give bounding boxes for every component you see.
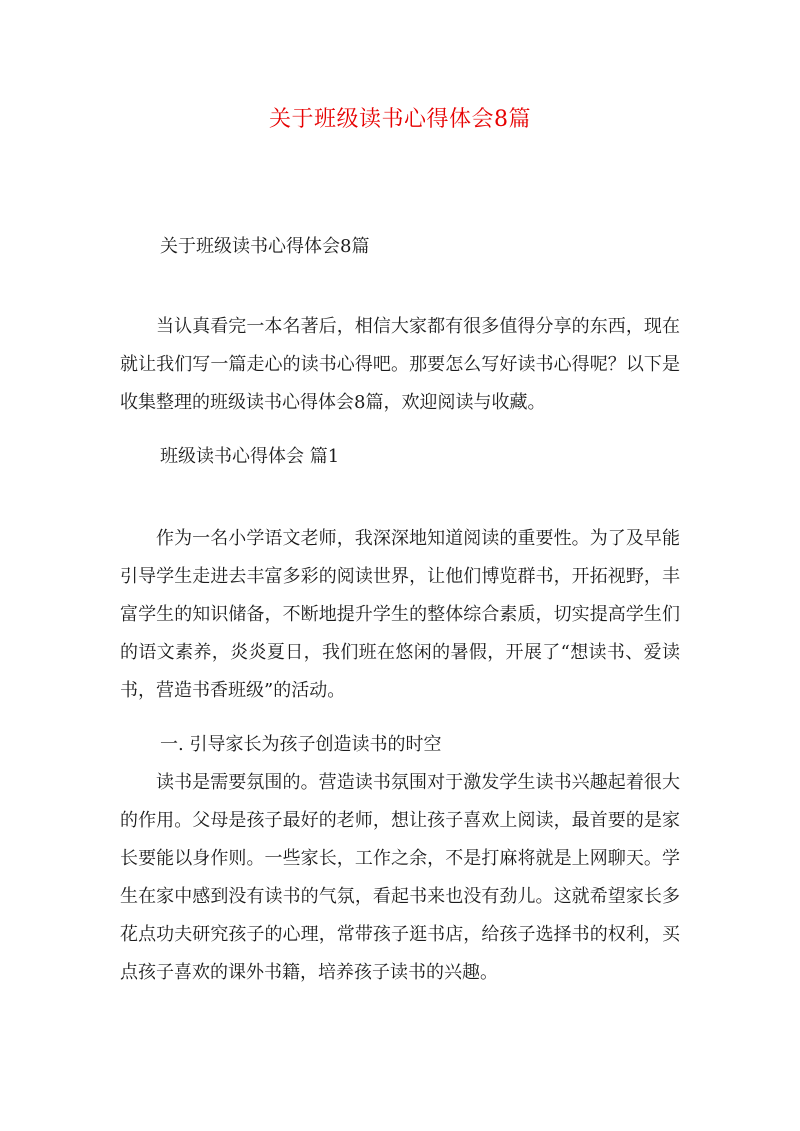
document-subtitle: 关于班级读书心得体会8篇 [160,236,370,257]
body-paragraph: 读书是需要氛围的。营造读书氛围对于激发学生读书兴趣起着很大的作用。父母是孩子最好的老师，想让孩子喜欢上阅读，最首要的是家长要能以身作则。一些家长，工作之余，不是打麻将就是上网聊天。学生在家中感到没有读书的气氛，看起书来也没有劲儿。这就希望家长多花点功夫研究孩子的心理，常带孩子逛书店，给孩子选择书的权利，买点孩子喜欢的课外书籍，培养孩子读书的兴趣。 [120,772,680,983]
section-title: 班级读书心得体会 篇1 [160,446,340,467]
subsection-heading: 一. 引导家长为孩子创造读书的时空 [160,734,442,755]
body-paragraph: 作为一名小学语文老师，我深深地知道阅读的重要性。为了及早能引导学生走进去丰富多彩的阅读世界，让他们博览群书，开拓视野，丰富学生的知识储备，不断地提升学生的整体综合素质，切实提高学生们的语文素养，炎炎夏日，我们班在悠闲的暑假，开展了“想读书、爱读书，营造书香班级”的活动。 [120,528,680,701]
document-title: 关于班级读书心得体会8篇 [269,107,531,132]
intro-paragraph: 当认真看完一本名著后，相信大家都有很多值得分享的东西，现在就让我们写一篇走心的读书心得吧。那要怎么写好读书心得呢？以下是收集整理的班级读书心得体会8篇，欢迎阅读与收藏。 [120,316,680,413]
